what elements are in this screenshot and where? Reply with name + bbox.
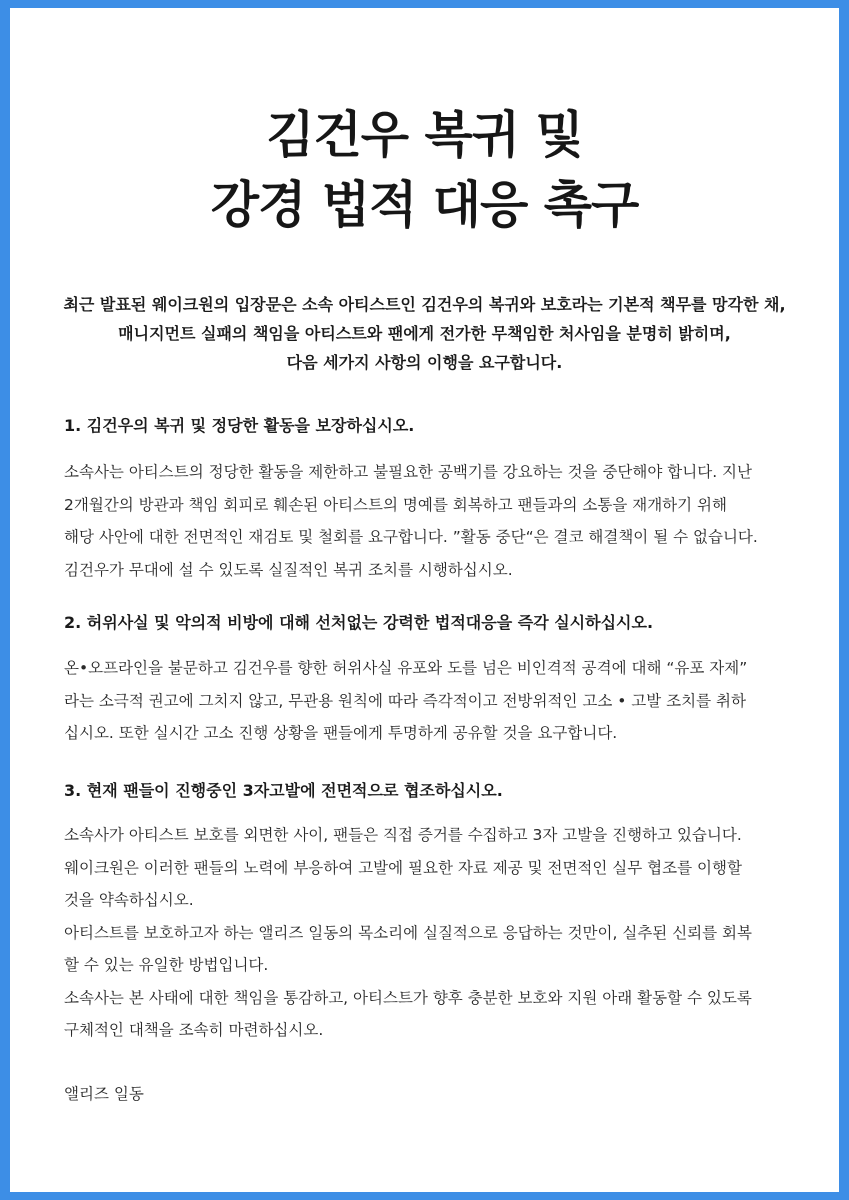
title-line-1: 김건우 복귀 및 <box>266 106 583 164</box>
page-title <box>10 100 839 240</box>
body-line: 소속사는 아티스트의 정당한 활동을 제한하고 불필요한 공백기를 강요하는 것을 중단해야 합니다. 지난 <box>64 463 752 481</box>
section-1-heading: 1. 김건우의 복귀 및 정당한 활동을 보장하십시오. <box>64 416 415 435</box>
body-line: 십시오. 또한 실시간 고소 진행 상황을 팬들에게 투명하게 공유할 것을 요구합니다. <box>64 724 618 742</box>
body-line: 소속사는 본 사태에 대한 책임을 통감하고, 아티스트가 향후 충분한 보호와 지원 아래 활동할 수 있도록 <box>64 988 752 1007</box>
body-line: 해당 사안에 대한 전면적인 재검토 및 철회를 요구합니다. ”활동 중단“은 결코 해결책이 될 수 없습니다. <box>64 528 758 546</box>
body-line: 구체적인 대책을 조속히 마련하십시오. <box>64 1021 324 1039</box>
body-line: 웨이크원은 이러한 팬들의 노력에 부응하여 고발에 필요한 자료 제공 및 전면적인 실무 협조를 이행할 <box>64 858 742 877</box>
body-line: 아티스트를 보호하고자 하는 앨리즈 일동의 목소리에 실질적으로 응답하는 것만이, 실추된 신뢰를 회복 <box>64 923 752 942</box>
intro-paragraph <box>40 290 809 377</box>
section-2-body <box>64 652 809 750</box>
body-line: 온•오프라인을 불문하고 김건우를 향한 허위사실 유포와 도를 넘은 비인격적 공격에 대해 “유포 자제” <box>64 659 748 677</box>
body-line: 할 수 있는 유일한 방법입니다. <box>64 956 269 974</box>
body-line: 2개월간의 방관과 책임 회피로 훼손된 아티스트의 명예를 회복하고 팬들과의 소통을 재개하기 위해 <box>64 495 727 514</box>
body-line: 라는 소극적 권고에 그치지 않고, 무관용 원칙에 따라 즉각적이고 전방위적인 고소 • 고발 조치를 취하 <box>64 691 746 710</box>
body-line: 김건우가 무대에 설 수 있도록 실질적인 복귀 조치를 시행하십시오. <box>64 560 513 579</box>
title-line-2: 강경 법적 대응 촉구 <box>210 176 639 234</box>
intro-line: 매니지먼트 실패의 책임을 아티스트와 팬에게 전가한 무책임한 처사임을 분명히 밝히며, <box>118 324 731 343</box>
intro-line: 다음 세가지 사항의 이행을 요구합니다. <box>286 353 563 372</box>
body-line: 것을 약속하십시오. <box>64 891 194 909</box>
body-line: 소속사가 아티스트 보호를 외면한 사이, 팬들은 직접 증거를 수집하고 3자 고발을 진행하고 있습니다. <box>64 826 742 844</box>
signature: 앨리즈 일동 <box>64 1085 144 1103</box>
document-page <box>10 8 839 1192</box>
section-1-body <box>64 456 809 586</box>
section-2-heading: 2. 허위사실 및 악의적 비방에 대해 선처없는 강력한 법적대응을 즉각 실시하십시오. <box>64 613 654 632</box>
section-3-body <box>64 819 809 1047</box>
intro-line: 최근 발표된 웨이크원의 입장문은 소속 아티스트인 김건우의 복귀와 보호라는 기본적 책무를 망각한 채, <box>63 295 786 314</box>
section-3-heading: 3. 현재 팬들이 진행중인 3자고발에 전면적으로 협조하십시오. <box>64 781 503 800</box>
